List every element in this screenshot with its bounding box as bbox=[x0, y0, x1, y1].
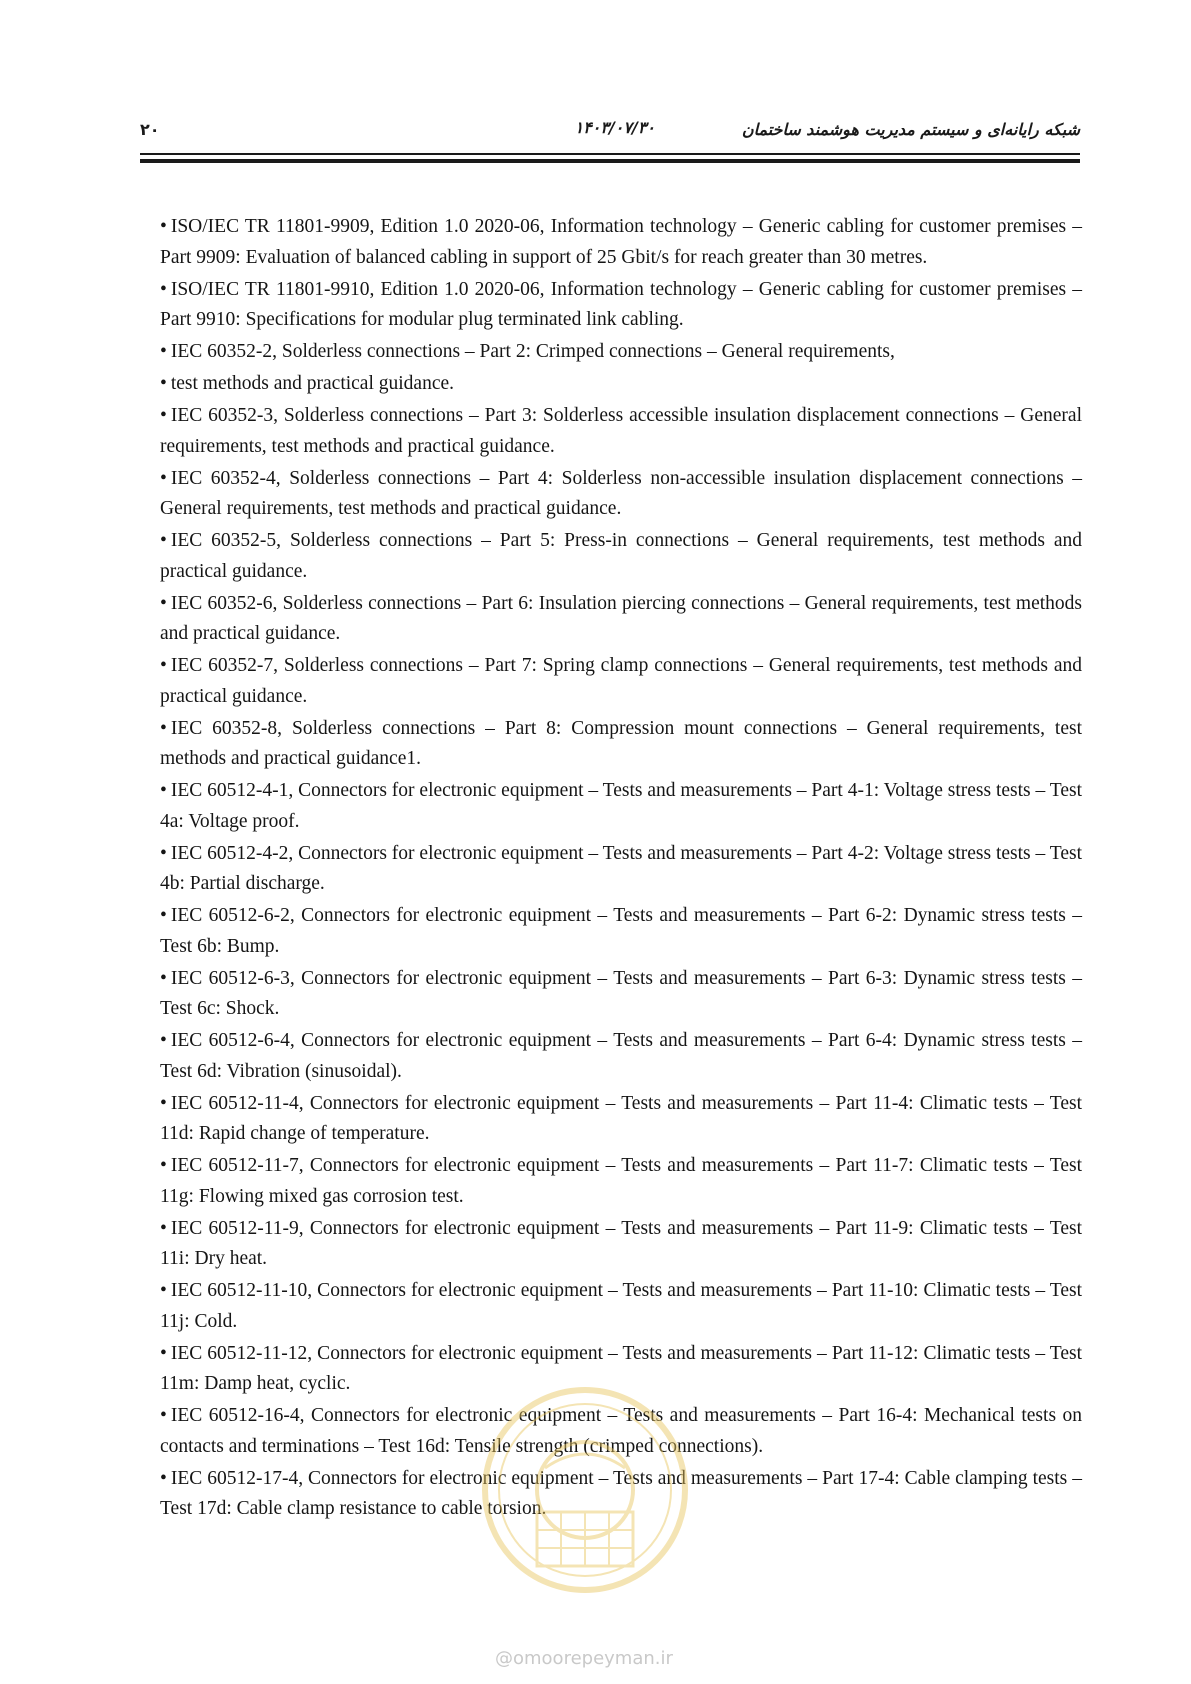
bullet-icon: • bbox=[160, 1405, 167, 1426]
reference-entry bbox=[160, 1276, 1082, 1337]
reference-entry bbox=[160, 1089, 1082, 1150]
header-rule-thick bbox=[140, 159, 1080, 163]
header-date: ۱۴۰۳/۰۷/۳۰ bbox=[574, 118, 655, 137]
reference-text: IEC 60352-4, Solderless connections – Part 4: Solderless non-accessible insulation displacement connections – General requirements, test methods and practical guidance. bbox=[160, 467, 1082, 519]
bullet-icon: • bbox=[160, 967, 167, 989]
reference-entry bbox=[160, 464, 1082, 525]
reference-entry bbox=[160, 1026, 1082, 1087]
reference-text: IEC 60352-7, Solderless connections – Part 7: Spring clamp connections – General requirements, test methods and practical guidance. bbox=[160, 655, 1082, 707]
page-header bbox=[140, 118, 1080, 148]
reference-text: IEC 60512-6-3, Connectors for electronic equipment – Tests and measurements – Part 6-3: Dynamic stress tests – Test 6c: Shock. bbox=[160, 967, 1082, 1019]
reference-text: IEC 60512-17-4, Connectors for electronic equipment – Tests and measurements – Part 17-4: Cable clamping tests – Test 17d: Cable clamp resistance to cable torsion. bbox=[160, 1467, 1082, 1519]
bullet-icon: • bbox=[160, 1467, 167, 1489]
page-number: ۲۰ bbox=[140, 120, 160, 139]
reference-entry bbox=[160, 901, 1082, 962]
bullet-icon: • bbox=[160, 592, 167, 614]
header-title: شبکه رایانه‌ای و سیستم مدیریت هوشمند ساختمان bbox=[741, 120, 1080, 139]
watermark-seal-icon bbox=[475, 1380, 695, 1600]
reference-text: IEC 60512-6-4, Connectors for electronic equipment – Tests and measurements – Part 6-4: Dynamic stress tests – Test 6d: Vibration (sinusoidal). bbox=[160, 1030, 1082, 1082]
reference-entry bbox=[160, 1214, 1082, 1275]
bullet-icon: • bbox=[160, 905, 167, 926]
bullet-icon: • bbox=[160, 1342, 167, 1364]
reference-text: ISO/IEC TR 11801-9910, Edition 1.0 2020-06, Information technology – Generic cabling for customer premises – Part 9910: Specifications for modular plug terminated link cabling. bbox=[160, 278, 1082, 330]
bullet-icon: • bbox=[160, 655, 167, 676]
reference-text: IEC 60512-11-9, Connectors for electronic equipment – Tests and measurements – Part 11-9: Climatic tests – Test 11i: Dry heat. bbox=[160, 1217, 1082, 1269]
reference-list bbox=[160, 212, 1082, 1526]
bullet-icon: • bbox=[160, 780, 167, 801]
bullet-icon: • bbox=[160, 216, 167, 237]
bullet-icon: • bbox=[160, 1217, 167, 1239]
reference-text: IEC 60512-11-4, Connectors for electronic equipment – Tests and measurements – Part 11-4: Climatic tests – Test 11d: Rapid change of temperature. bbox=[160, 1092, 1082, 1144]
reference-entry bbox=[160, 776, 1082, 837]
reference-entry bbox=[160, 275, 1082, 336]
reference-entry bbox=[160, 651, 1082, 712]
bullet-icon: • bbox=[160, 530, 167, 551]
reference-text: IEC 60352-3, Solderless connections – Part 3: Solderless accessible insulation displacement connections – General requirements, test methods and practical guidance. bbox=[160, 405, 1082, 457]
reference-text: IEC 60512-16-4, Connectors for electronic equipment – Tests and measurements – Part 16-4: Mechanical tests on contacts and terminations – Test 16d: Tensile strength (crimped connections). bbox=[160, 1405, 1082, 1457]
reference-entry bbox=[160, 369, 1082, 400]
bullet-icon: • bbox=[160, 717, 167, 739]
reference-text: IEC 60352-5, Solderless connections – Part 5: Press-in connections – General requirements, test methods and practical guidance. bbox=[160, 530, 1082, 582]
bullet-icon: • bbox=[160, 1280, 167, 1301]
reference-text: IEC 60512-4-1, Connectors for electronic equipment – Tests and measurements – Part 4-1: Voltage stress tests – Test 4a: Voltage proof. bbox=[160, 780, 1082, 832]
bullet-icon: • bbox=[160, 373, 167, 394]
reference-entry bbox=[160, 337, 1082, 368]
bullet-icon: • bbox=[160, 1155, 167, 1176]
bullet-icon: • bbox=[160, 842, 167, 864]
bullet-icon: • bbox=[160, 278, 167, 300]
reference-text: test methods and practical guidance. bbox=[170, 373, 455, 394]
reference-text: IEC 60512-11-12, Connectors for electronic equipment – Tests and measurements – Part 11-12: Climatic tests – Test 11m: Damp heat, cyclic. bbox=[160, 1342, 1082, 1394]
bullet-icon: • bbox=[160, 341, 167, 362]
reference-entry bbox=[160, 212, 1082, 273]
header-rule-thin bbox=[140, 153, 1080, 155]
reference-entry bbox=[160, 714, 1082, 775]
bullet-icon: • bbox=[160, 405, 167, 426]
reference-text: IEC 60512-4-2, Connectors for electronic equipment – Tests and measurements – Part 4-2: Voltage stress tests – Test 4b: Partial discharge. bbox=[160, 842, 1082, 894]
bullet-icon: • bbox=[160, 1030, 167, 1051]
reference-text: IEC 60512-11-7, Connectors for electronic equipment – Tests and measurements – Part 11-7: Climatic tests – Test 11g: Flowing mixed gas corrosion test. bbox=[160, 1155, 1082, 1207]
reference-entry bbox=[160, 1151, 1082, 1212]
reference-text: IEC 60512-11-10, Connectors for electronic equipment – Tests and measurements – Part 11-10: Climatic tests – Test 11j: Cold. bbox=[160, 1280, 1082, 1332]
reference-entry bbox=[160, 839, 1082, 900]
reference-text: IEC 60352-8, Solderless connections – Part 8: Compression mount connections – General requirements, test methods and practical guidance1. bbox=[160, 717, 1082, 769]
reference-entry bbox=[160, 964, 1082, 1025]
reference-text: IEC 60352-2, Solderless connections – Part 2: Crimped connections – General requirements, bbox=[170, 341, 895, 362]
reference-entry bbox=[160, 401, 1082, 462]
reference-text: ISO/IEC TR 11801-9909, Edition 1.0 2020-06, Information technology – Generic cabling for customer premises – Part 9909: Evaluation of balanced cabling in support of 25 Gbit/s for reach greater than 30 metres. bbox=[160, 216, 1082, 268]
reference-entry bbox=[160, 589, 1082, 650]
bullet-icon: • bbox=[160, 467, 167, 489]
reference-entry bbox=[160, 526, 1082, 587]
bullet-icon: • bbox=[160, 1092, 167, 1114]
watermark-url: @omoorepeyman.ir bbox=[495, 1648, 673, 1669]
reference-text: IEC 60352-6, Solderless connections – Part 6: Insulation piercing connections – General requirements, test methods and practical guidance. bbox=[160, 592, 1082, 644]
reference-text: IEC 60512-6-2, Connectors for electronic equipment – Tests and measurements – Part 6-2: Dynamic stress tests – Test 6b: Bump. bbox=[160, 905, 1082, 957]
